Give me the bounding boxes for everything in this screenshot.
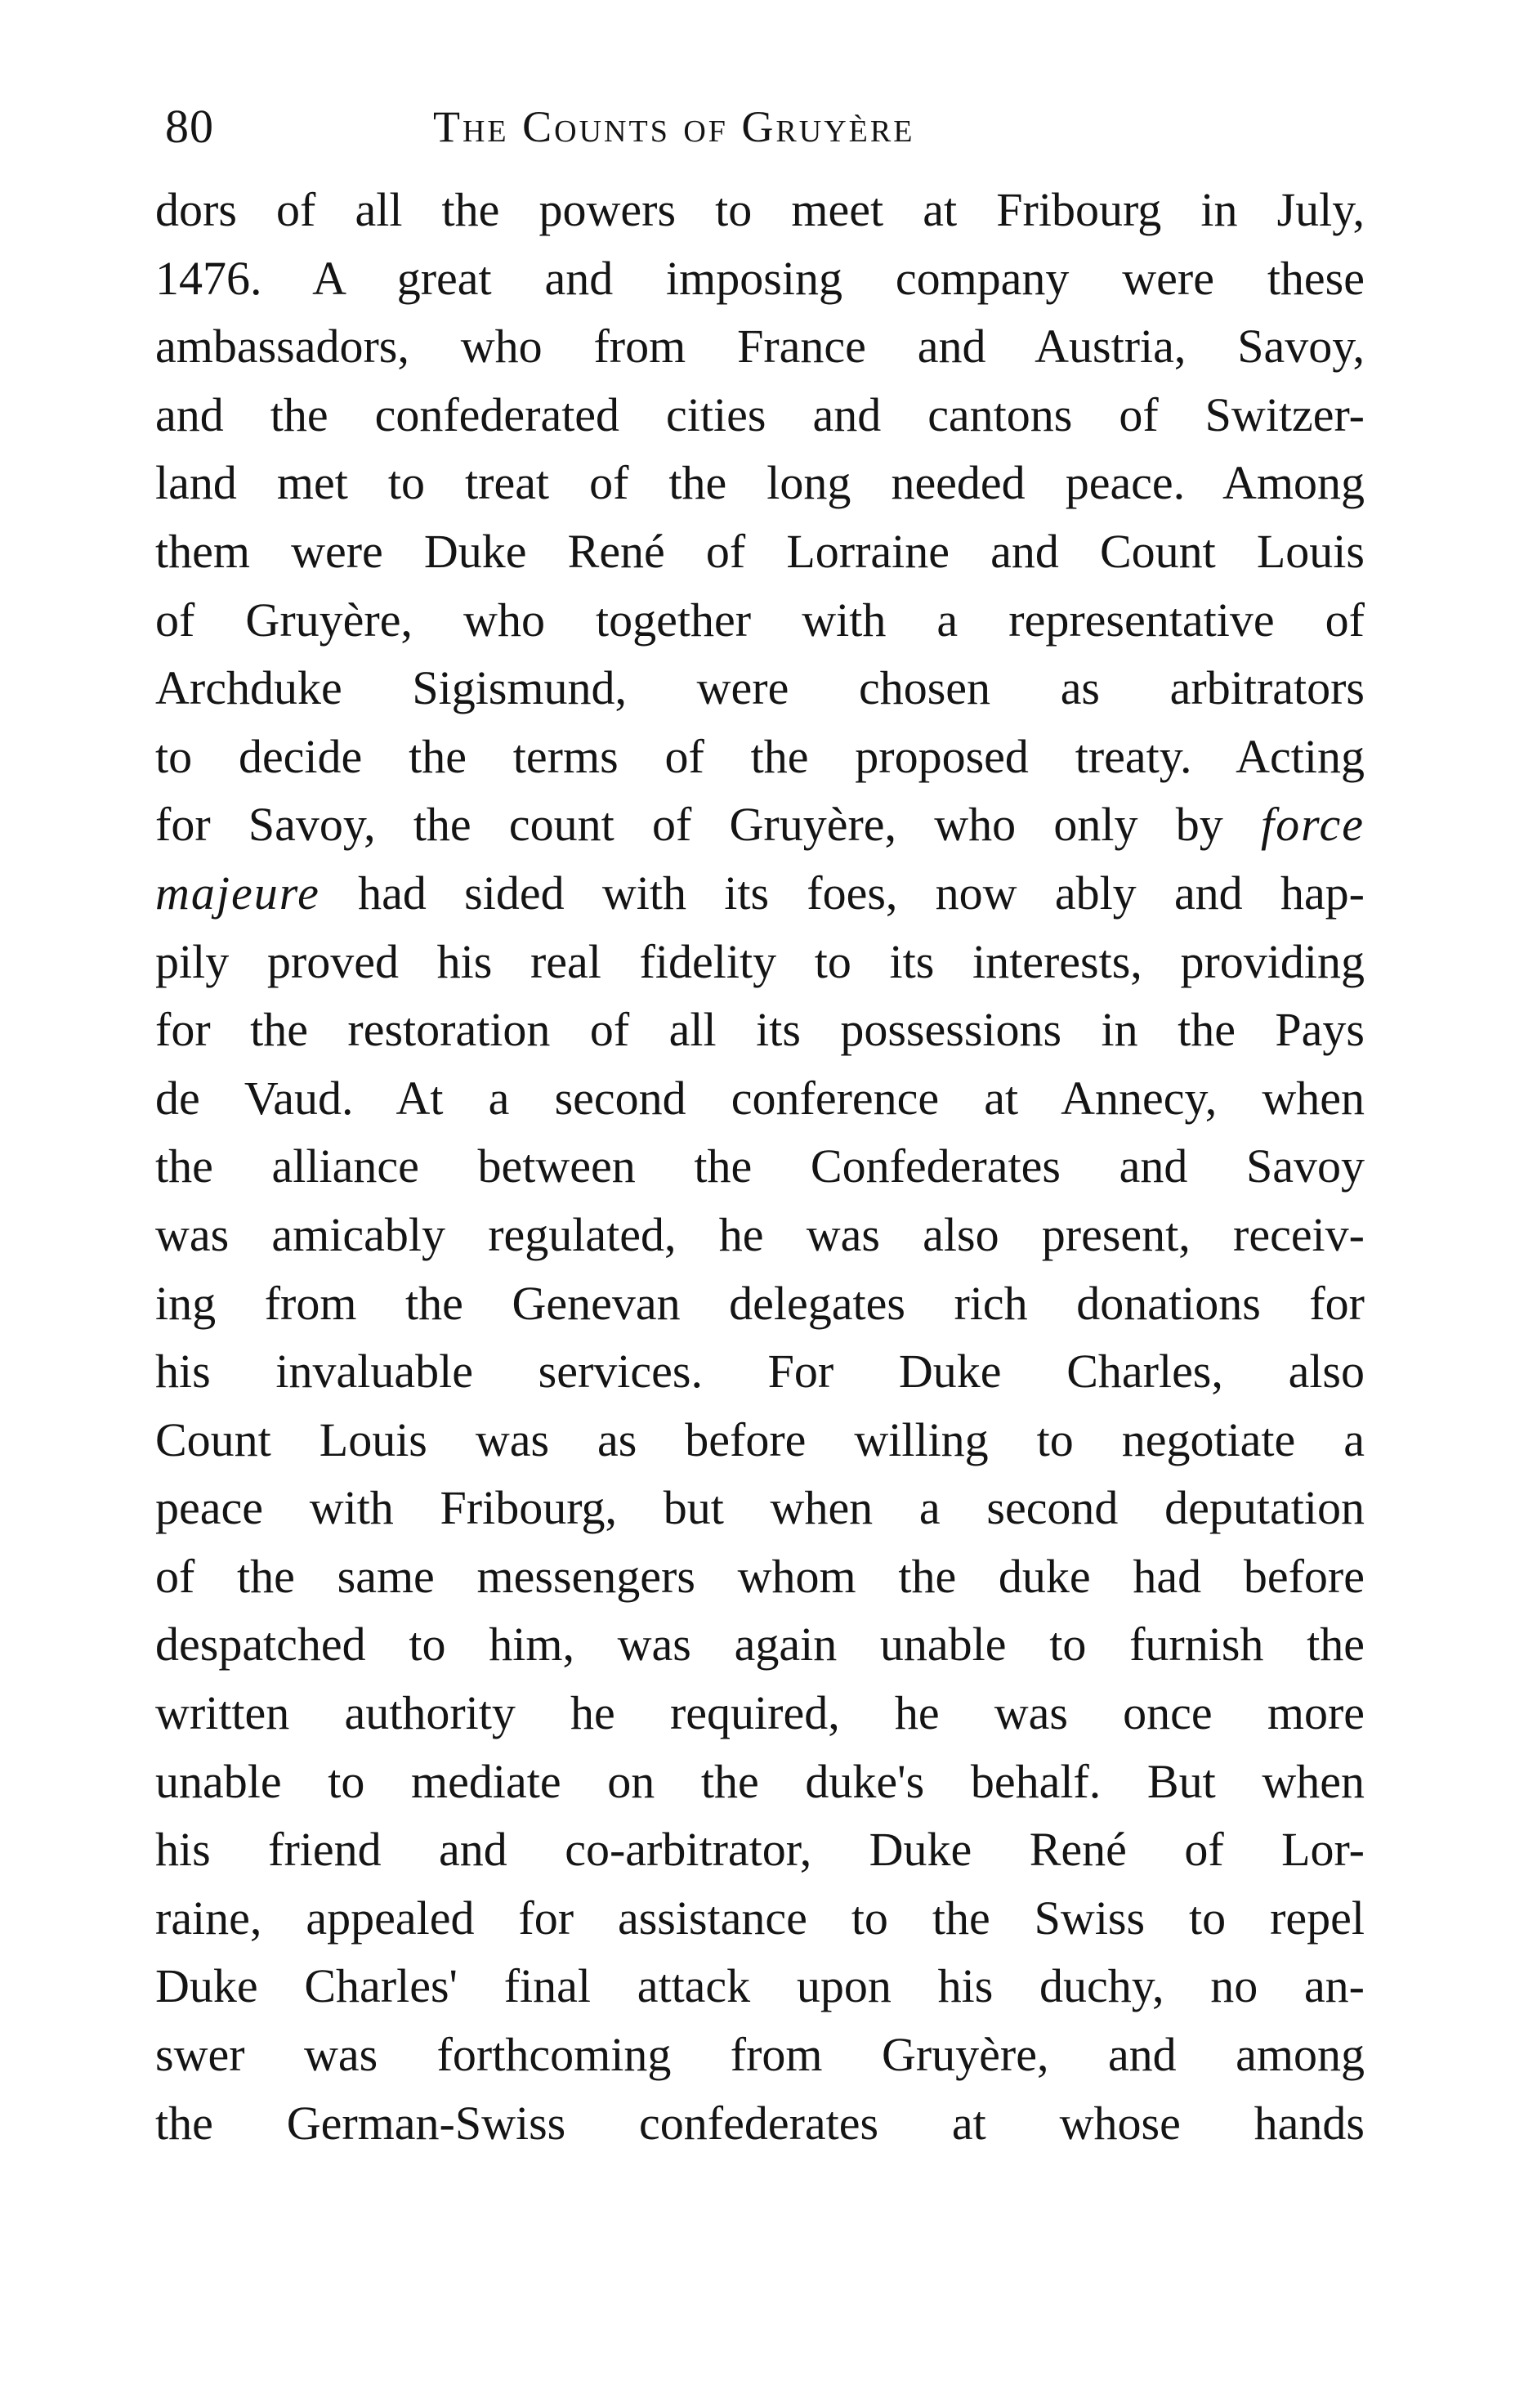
text-line: swer was forthcoming from Gruyère, and among [155, 2028, 1365, 2082]
page-number: 80 [165, 100, 214, 153]
text-segment: had sided with its foes, now ably and hap- [358, 866, 1365, 920]
running-title: The Counts of Gruyère [433, 102, 915, 151]
text-line: despatched to him, was again unable to furnish the [155, 1618, 1365, 1672]
text-line: them were Duke René of Lorraine and Count Louis [155, 524, 1365, 578]
text-line: land met to treat of the long needed peace. Among [155, 456, 1365, 510]
text-line: ing from the Genevan delegates rich donations for [155, 1276, 1365, 1330]
text-line [155, 859, 1365, 928]
italic-text: force [1260, 798, 1365, 852]
text-line: peace with Fribourg, but when a second deputation [155, 1481, 1365, 1535]
text-line: unable to mediate on the duke's behalf. But when [155, 1754, 1365, 1808]
text-line: Count Louis was as before willing to negotiate a [155, 1412, 1365, 1466]
text-line: 1476. A great and imposing company were these [155, 251, 1365, 305]
text-line: dors of all the powers to meet at Fribourg in July, [155, 183, 1365, 236]
text-line: his invaluable services. For Duke Charles, also [155, 1345, 1365, 1399]
text-line: for the restoration of all its possessions in the Pays [155, 1003, 1365, 1057]
text-line: and the confederated cities and cantons of Switzer- [155, 387, 1365, 441]
text-segment: for Savoy, the count of Gruyère, who only by [155, 798, 1223, 852]
text-line: to decide the terms of the proposed treaty. Acting [155, 729, 1365, 783]
text-line: his friend and co-arbitrator, Duke René of Lor- [155, 1823, 1365, 1877]
text-line: written authority he required, he was once more [155, 1686, 1365, 1740]
text-line: pily proved his real fidelity to its interests, providing [155, 934, 1365, 988]
text-line: de Vaud. At a second conference at Annecy, when [155, 1071, 1365, 1125]
italic-text: majeure [155, 866, 320, 920]
text-line: Duke Charles' final attack upon his duchy, no an- [155, 1959, 1365, 2013]
text-line: ambassadors, who from France and Austria, Savoy, [155, 320, 1365, 374]
running-head [155, 82, 1356, 172]
text-line: the German-Swiss confederates at whose hands [155, 2096, 1365, 2150]
text-line: was amicably regulated, he was also present, receiv- [155, 1207, 1365, 1261]
text-line: the alliance between the Confederates and Savoy [155, 1139, 1365, 1193]
text-line: of Gruyère, who together with a representative of [155, 593, 1365, 647]
text-line: Archduke Sigismund, were chosen as arbitrators [155, 661, 1365, 715]
body-text [155, 176, 1365, 2157]
text-line: raine, appealed for assistance to the Swiss to repel [155, 1891, 1365, 1945]
text-line: of the same messengers whom the duke had before [155, 1549, 1365, 1603]
text-line [155, 790, 1365, 859]
